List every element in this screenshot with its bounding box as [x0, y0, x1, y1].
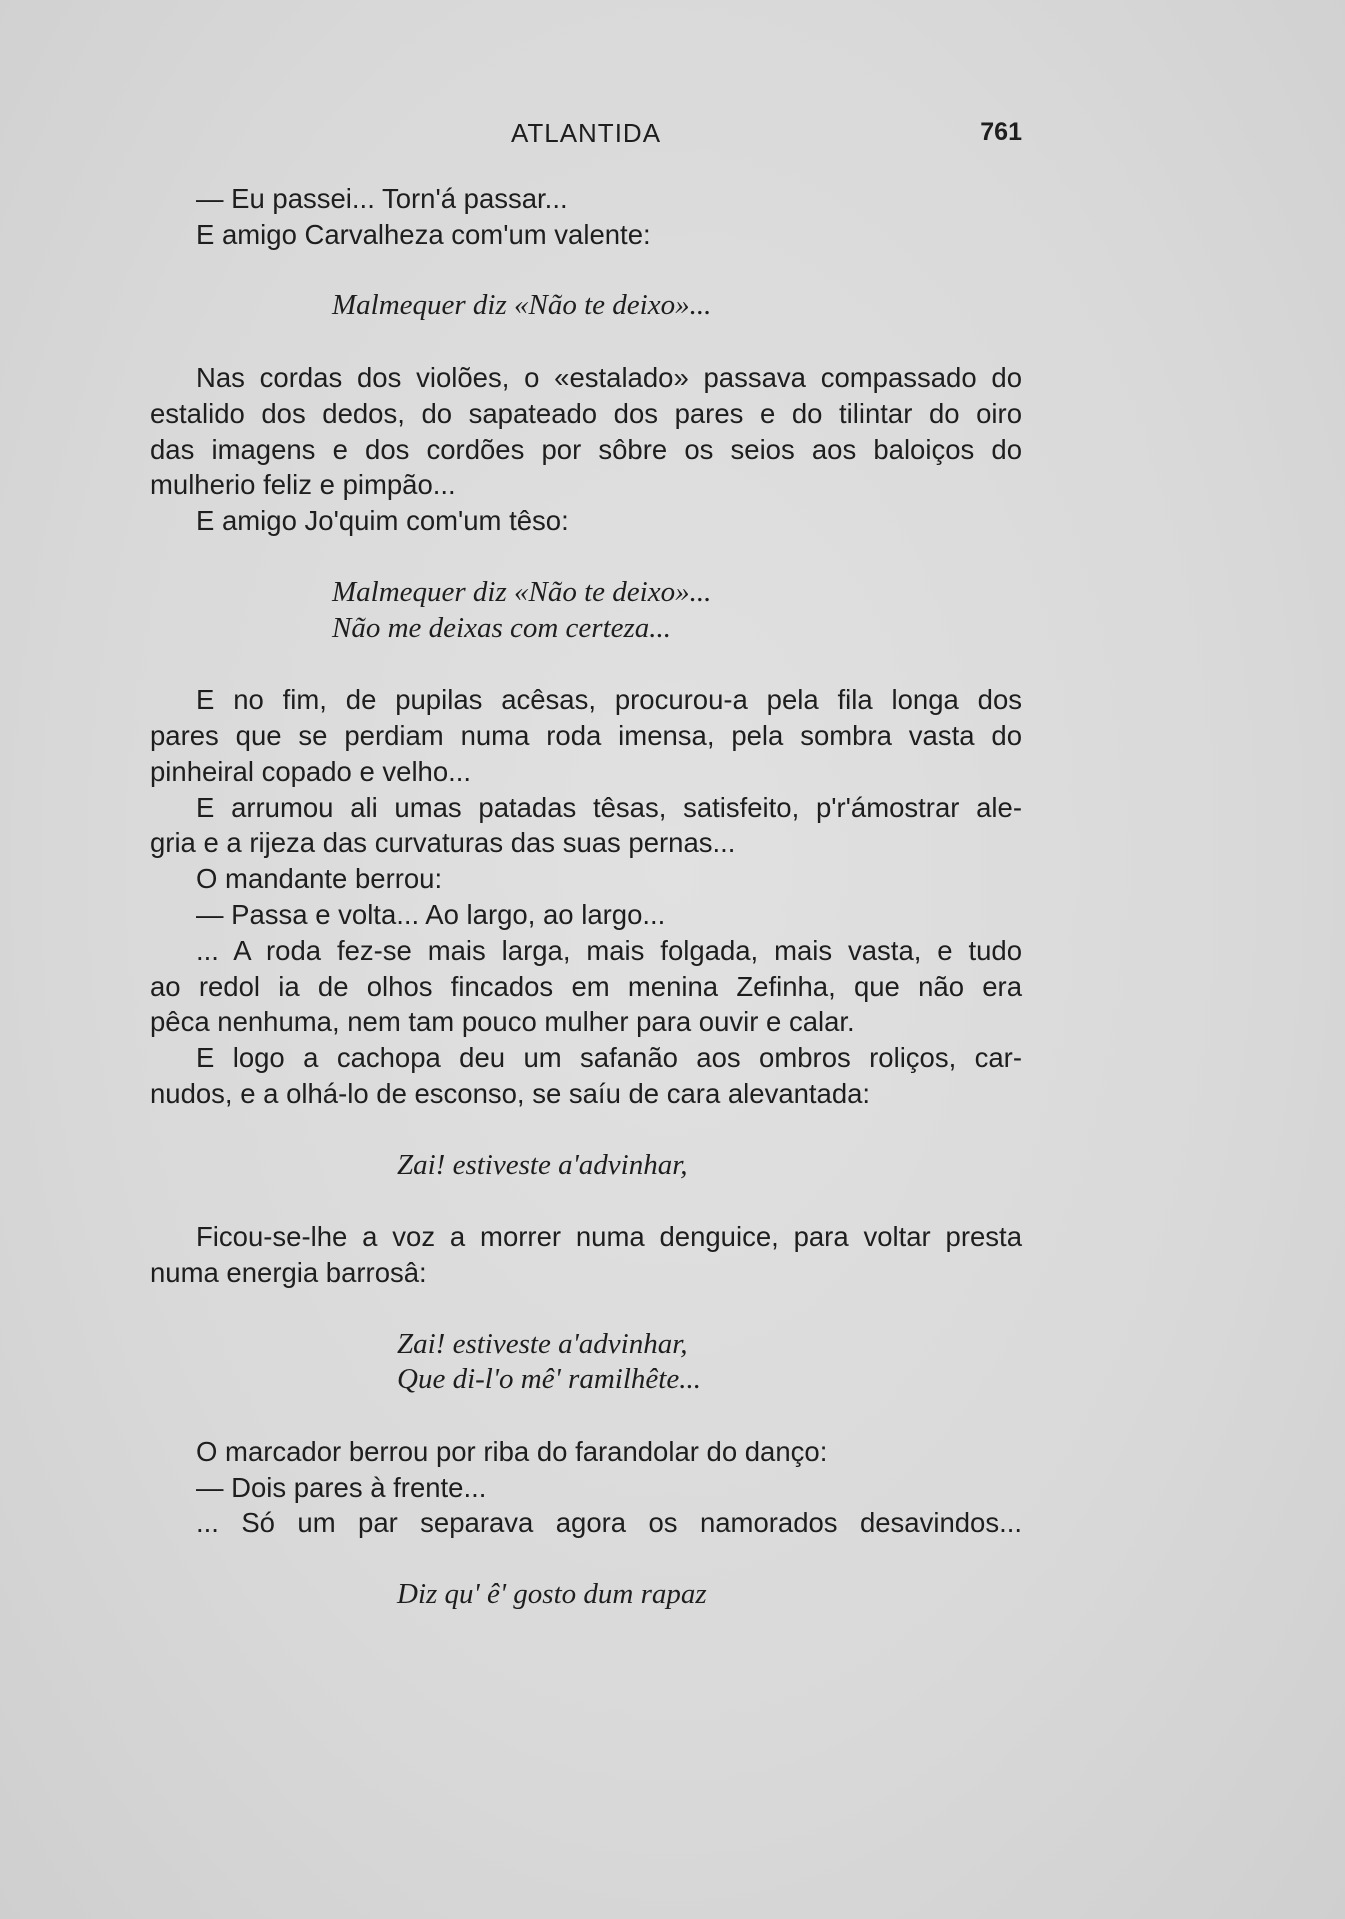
text-line: ao redol ia de olhos fincados em menina Zefinha, que não era — [150, 970, 1022, 1002]
text-line: pêca nenhuma, nem tam pouco mulher para ouvir e calar. — [150, 1006, 855, 1038]
text-line: E logo a cachopa deu um safanão aos ombros roliços, car- — [196, 1042, 1022, 1074]
running-title: ATLANTIDA — [510, 118, 662, 148]
verse-line: Zai! estiveste a'advinhar, — [397, 1327, 688, 1360]
text-line: ... Só um par separava agora os namorados desavindos... — [196, 1507, 1022, 1539]
text-line: E amigo Jo'quim com'um têso: — [196, 505, 569, 537]
text-line: das imagens e dos cordões por sôbre os seios aos baloiços do — [150, 433, 1022, 465]
text-line: — Eu passei... Torn'á passar... — [196, 183, 568, 214]
text-line: O marcador berrou por riba do farandolar do danço: — [196, 1435, 828, 1467]
text-line: mulherio feliz e pimpão... — [150, 469, 456, 501]
text-line: pares que se perdiam numa roda imensa, pela sombra vasta do — [150, 719, 1022, 751]
body-text — [150, 181, 1022, 1613]
text-line: nudos, e a olhá-lo de esconso, se saíu de cara alevantada: — [150, 1077, 871, 1109]
verse-line: Que di-l'o mê' ramilhête... — [397, 1363, 701, 1396]
text-line: estalido dos dedos, do sapateado dos pares e do tilintar do oiro — [150, 397, 1022, 429]
verse-line: Diz qu' ê' gosto dum rapaz — [397, 1578, 707, 1611]
text-line: ... A roda fez-se mais larga, mais folgada, mais vasta, e tudo — [196, 934, 1022, 966]
text-line: E arrumou ali umas patadas têsas, satisfeito, p'r'ámostrar ale- — [196, 791, 1022, 823]
verse-line: Malmequer diz «Não te deixo»... — [332, 575, 712, 608]
text-line: Nas cordas dos violões, o «estalado» passava compassado do — [196, 361, 1022, 393]
text-line: gria e a rijeza das curvaturas das suas pernas... — [150, 827, 736, 859]
text-line: Ficou-se-lhe a voz a morrer numa denguice, para voltar presta — [196, 1221, 1022, 1253]
text-line: E amigo Carvalheza com'um valente: — [196, 218, 651, 250]
text-line: E no fim, de pupilas acêsas, procurou-a pela fila longa dos — [196, 684, 1022, 716]
text-line: — Dois pares à frente... — [196, 1471, 487, 1503]
verse-line: Malmequer diz «Não te deixo»... — [332, 289, 712, 322]
page-number: 761 — [980, 118, 1022, 146]
text-line: O mandante berrou: — [196, 863, 443, 895]
text-line: — Passa e volta... Ao largo, ao largo... — [196, 898, 666, 930]
verse-line: Não me deixas com certeza... — [332, 611, 672, 644]
text-line: numa energia barrosâ: — [150, 1256, 427, 1288]
text-line: pinheiral copado e velho... — [150, 755, 472, 787]
verse-line: Zai! estiveste a'advinhar, — [397, 1148, 688, 1181]
page-header — [150, 114, 1022, 154]
